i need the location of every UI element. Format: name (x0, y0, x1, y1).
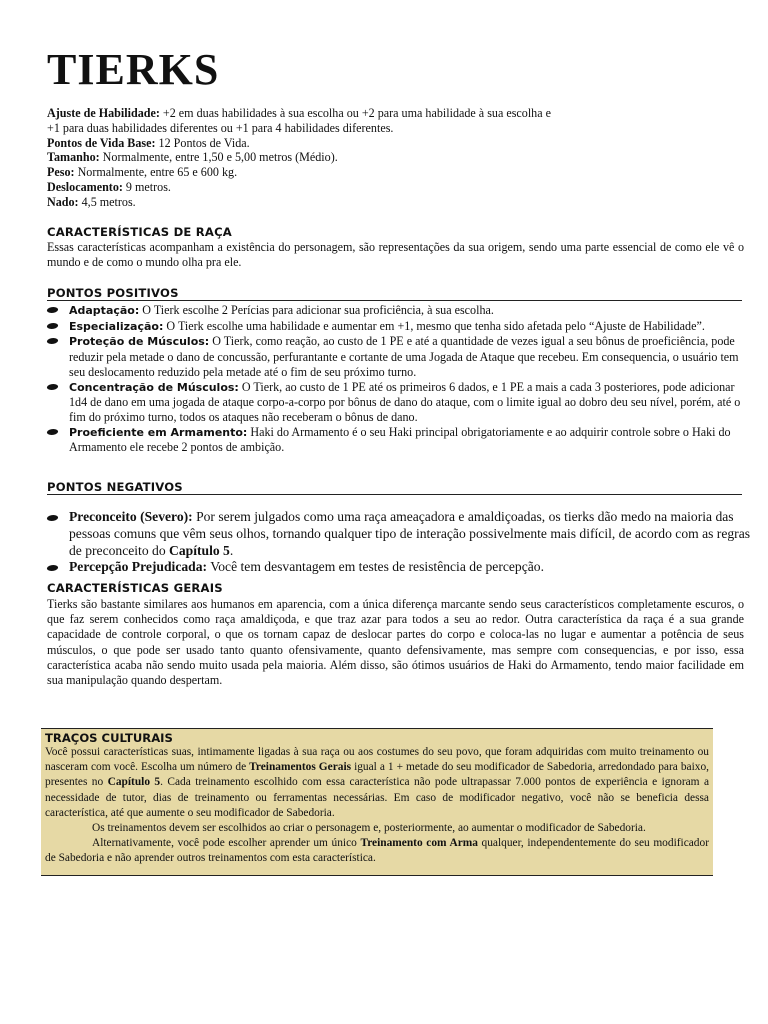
stat-value: +1 para duas habilidades diferentes ou +1 para 4 habilidades diferentes. (47, 120, 394, 135)
bullet-icon (47, 307, 59, 313)
cultural-text: qualquer, independentemente do seu modificador de Sabedoria e não aprender outros treinamentos com esta característica. (45, 837, 709, 865)
item-text-end: . (229, 542, 234, 558)
item-label: Adaptação: (69, 304, 140, 317)
cultural-text: Você possui características suas, intimamente ligadas à sua raça ou aos costumes do seu povo, que foram adquiridas com muito treinamento ou nasceram com você. Escolha um número de (45, 746, 709, 774)
item-text: O Tierk, ao custo de 1 PE até os primeiros 6 dados, e 1 PE a mais a cada 3 posteriores, pode adicionar 1d4 de dano em uma jogada de ataque corpo-a-corpo por bônus de dano do ataque, com o limite igual ao dobro deu seu nível, porém, até o fim do próximo turno, todos os ataques não receberam o bônus de dano. (69, 379, 741, 424)
cultural-paragraph: Os treinamentos devem ser escolhidos ao criar o personagem e, posteriormente, ao aumentar o modificador de Sabedoria. (92, 822, 646, 835)
list-item (47, 303, 752, 319)
section-heading-negatives: PONTOS NEGATIVOS (47, 480, 742, 495)
racial-text: Essas características acompanham a existência do personagem, são representações da sua origem, sendo uma parte essencial de como ele vê o mundo e de como o mundo olha pra ele. (47, 240, 744, 270)
item-text: O Tierk, como reação, ao custo de 1 PE e até a quantidade de vezes igual a seu bônus de proeficiência, pode reduzir pela metade o dano de concussão, perfurantante e cortante de uma Jogada de Ataque que recebeu. Em consequencia, o usuário tem seu deslocamento reduzido pela metade até o fim de seu próximo turno. (69, 334, 739, 379)
stat-line (47, 136, 717, 151)
bullet-icon (47, 429, 59, 435)
item-label: Proteção de Músculos: (69, 335, 210, 349)
list-item (47, 380, 752, 425)
section-heading-general: CARACTERÍSTICAS GERAIS (47, 581, 223, 595)
bullet-icon (47, 323, 59, 329)
stat-value: 12 Pontos de Vida. (155, 135, 250, 150)
item-label: Preconceito (Severo): (69, 509, 193, 524)
stat-value: Normalmente, entre 1,50 e 5,00 metros (Médio). (99, 150, 338, 165)
cultural-traits-box (41, 728, 713, 876)
stat-value: +2 em duas habilidades à sua escolha ou +2 para uma habilidade à sua escolha e (159, 106, 551, 120)
stat-line (47, 180, 717, 195)
list-item (47, 559, 752, 576)
list-item (47, 509, 752, 559)
list-item (47, 319, 752, 335)
section-heading-positives: PONTOS POSITIVOS (47, 286, 742, 301)
stat-value: Normalmente, entre 65 e 600 kg. (74, 165, 238, 180)
chapter-ref: Capítulo 5 (107, 776, 161, 789)
stat-line (47, 165, 717, 180)
bullet-icon (47, 515, 59, 521)
chapter-ref: Capítulo 5 (169, 542, 230, 558)
bullet-icon (47, 565, 59, 571)
stat-line (47, 150, 717, 165)
stat-label: Deslocamento: (47, 179, 123, 194)
stat-line (47, 121, 717, 136)
item-label: Especialização: (69, 319, 164, 333)
cultural-text: . Cada treinamento escolhido com essa característica não pode ultrapassar 7.000 pontos de experiência e ignoram a necessidade de tutor, dias de treinamento ou ferramentas necessárias. Em caso de modificador negativo, você não se beneficia dessa característica, até que aumente o seu modificador de Sabedoria. (45, 776, 710, 819)
stat-label: Nado: (47, 194, 79, 209)
item-label: Proeficiente em Armamento: (69, 425, 248, 439)
page-title: TIERKS (47, 45, 220, 94)
cultural-text: Alternativamente, você pode escolher aprender um único (92, 837, 361, 850)
bullet-icon (47, 384, 59, 390)
stat-line (47, 195, 717, 210)
cultural-text: igual a 1 + metade do seu modificador de Sabedoria, arredondado para baixo, presentes no (45, 761, 709, 789)
section-heading-racial: CARACTERÍSTICAS DE RAÇA (47, 225, 232, 239)
bullet-icon (47, 338, 59, 344)
positives-list (47, 303, 752, 455)
item-text: O Tierk escolhe uma habilidade e aumentar em +1, mesmo que tenha sido afetada pelo “Ajuste de Habilidade”. (163, 318, 705, 333)
training-ref: Treinamentos Gerais (249, 761, 352, 774)
item-text: O Tierk escolhe 2 Perícias para adicionar sua proficiência, à sua escolha. (139, 303, 494, 317)
stat-label: Tamanho: (47, 150, 100, 165)
negatives-list (47, 509, 752, 576)
cultural-paragraph (45, 745, 709, 821)
item-label: Percepção Prejudicada: (69, 559, 208, 575)
item-text: Por serem julgados como uma raça ameaçadora e amaldiçoadas, os tierks dão medo na maioria das pessoas comuns que vêm seus olhos, tornando qualquer tipo de interação possivelmente mais difícil, de acordo com as regras de preconceito do (69, 509, 751, 558)
item-text: Você tem desvantagem em testes de resistência de percepção. (207, 559, 544, 575)
stat-line (47, 106, 717, 121)
list-item (47, 334, 752, 379)
stat-label: Peso: (47, 165, 75, 180)
stat-value: 9 metros. (122, 179, 171, 194)
item-text: Haki do Armamento é o seu Haki principal obrigatoriamente e ao adquirir controle sobre o Haki do Armamento ele recebe 2 pontos de ambição. (69, 424, 731, 455)
item-label: Concentração de Músculos: (69, 380, 239, 394)
section-heading-cultural: TRAÇOS CULTURAIS (45, 731, 173, 745)
race-stats (47, 106, 717, 210)
general-text: Tierks são bastante similares aos humanos em aparencia, com a única diferença marcante sendo seus característicos completamente escuros, o que faz serem conhecidos como raça amaldiçoda, e que traz azar para todos a seu ao redor. Outra característica da raça é a sua grande capacidade de controle corporal, o que os tornam capaz de deslocar partes do corpo e coloca-las no lugar e aumentar a potência de seus músculos, o que pode ser usado tanto quanto ofensivamente, quanto defensivamente, mas sempre com consequencias, e por isso, essa característica acaba não sendo muito usada pela maioria. Além disso, são ótimos usuários de Haki do Armamento, tendo maior facilidade em sua manipulação quando despertam. (47, 597, 744, 688)
stat-label: Ajuste de Habilidade: (47, 106, 160, 120)
stat-label: Pontos de Vida Base: (47, 135, 156, 150)
stat-value: 4,5 metros. (78, 194, 136, 209)
list-item (47, 425, 752, 455)
cultural-paragraph (45, 836, 709, 866)
weapon-training-ref: Treinamento com Arma (360, 837, 478, 850)
